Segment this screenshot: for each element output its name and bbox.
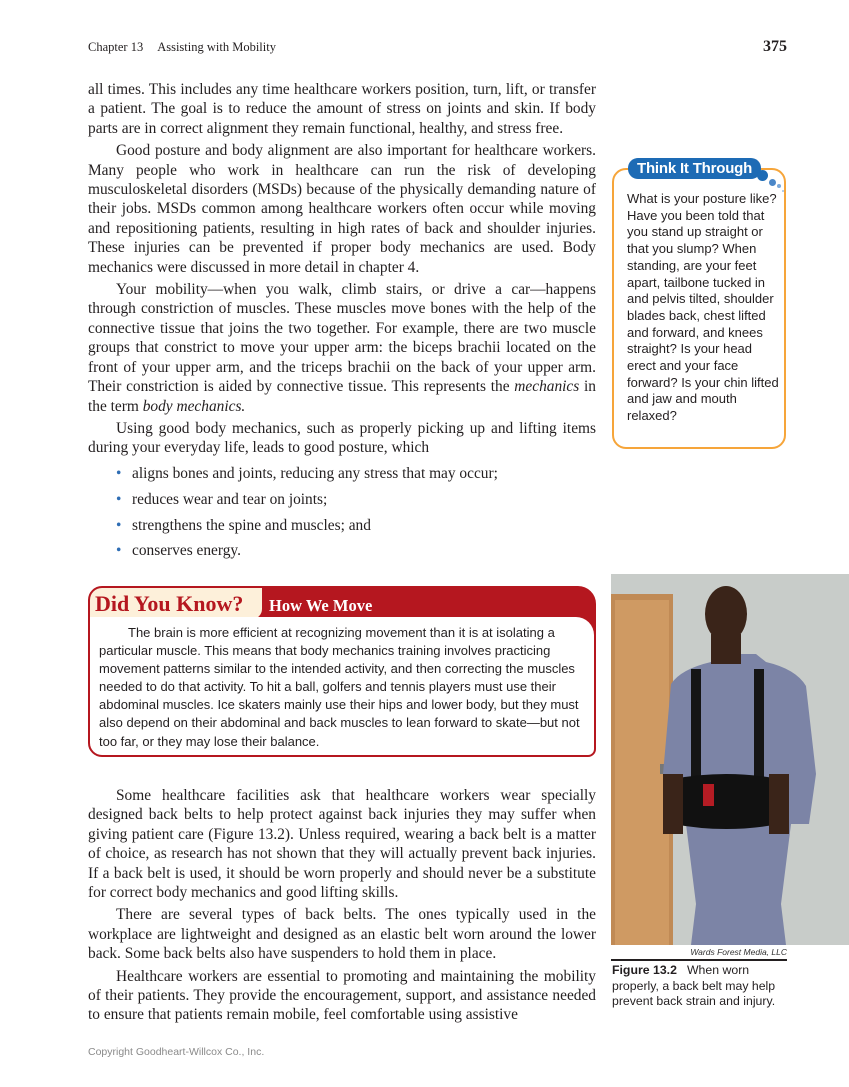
body-text-top [88, 80, 596, 567]
paragraph: Healthcare workers are essential to promoting and maintaining the mobility of their patients. They provide the encouragement, support, and assistance needed to ensure that patients remain mobile, feel comfortable using assistive [88, 967, 596, 1024]
running-header [88, 40, 290, 55]
figure-caption [612, 963, 792, 1010]
paragraph: There are several types of back belts. The ones typically used in the workplace are lightweight and designed as an elastic belt worn around the lower back. Some back belts also have suspenders to hold them in place. [88, 906, 596, 963]
text-run: Your mobility—when you walk, climb stairs, or drive a car—happens through constriction of muscles. These muscles move bones with the help of the connective tissue that joins the two together. For example, there are two muscle groups that constrict to move your upper arm: the biceps brachii located on the front of your upper arm, and the triceps brachii on the back of your upper arm. Their constriction is aided by connective tissue. This represents the [88, 281, 596, 396]
decorative-dot-icon [782, 190, 784, 192]
text-run: in the term [88, 378, 596, 415]
paragraph: Using good body mechanics, such as properly picking up and lifting items during your everyday life, leads to good posture, which [88, 419, 596, 457]
paragraph: Good posture and body alignment are also important for healthcare workers. Many people who work in healthcare can run the risk of developing musculoskeletal disorders (MSDs) because of the physically demanding nature of their jobs. MSDs common among healthcare workers often occur while moving and repositioning patients, resulting in high rates of back and shoulder injuries. These injuries can be prevented if proper body mechanics are used. Body mechanics were discussed in more detail in chapter 4. [88, 142, 596, 276]
did-you-know-subtitle: How We Move [269, 596, 373, 615]
person-wearing-back-belt-image [611, 574, 849, 945]
copyright-footer: Copyright Goodheart-Willcox Co., Inc. [88, 1046, 265, 1058]
decorative-dot-icon [777, 184, 781, 188]
caption-text: When worn properly, a back belt may help prevent back strain and injury. [612, 963, 776, 1008]
think-it-through-text: What is your posture like? Have you been told that you stand up straight or that you slump? When standing, are your feet apart, tailbone tucked in and pelvis tilted, shoulder blades back, chest lifted and forward, and knees straight? Is your head erect and your face forward? Is your chin lifted and jaw and mouth relaxed? [627, 191, 779, 424]
emphasis: mechanics [514, 378, 580, 396]
list-item: • aligns bones and joints, reducing any stress that may occur; [116, 464, 596, 483]
emphasis: body mechanics. [142, 397, 246, 415]
body-text-bottom [88, 786, 596, 1028]
decorative-dot-icon [769, 179, 776, 186]
think-it-through-label: Think It Through [628, 158, 761, 179]
did-you-know-box [88, 586, 596, 757]
did-you-know-label: Did You Know? [95, 591, 244, 616]
bullet-list [88, 464, 596, 561]
list-item: • conserves energy. [116, 541, 596, 560]
chapter-number: Chapter 13 [88, 40, 144, 54]
paragraph [88, 280, 596, 416]
paragraph: all times. This includes any time healthcare workers position, turn, lift, or transfer a patient. The goal is to reduce the amount of stress on joints and skin. If body parts are in correct alignment they remain functional, healthy, and stress free. [88, 81, 596, 137]
figure-photo [611, 574, 849, 945]
did-you-know-text [99, 624, 587, 751]
list-item: • reduces wear and tear on joints; [116, 490, 596, 509]
page-number: 375 [763, 38, 787, 55]
list-item: • strengthens the spine and muscles; and [116, 516, 596, 535]
photo-credit: Wards Forest Media, LLC [690, 947, 787, 957]
divider [611, 959, 787, 961]
paragraph: Some healthcare facilities ask that healthcare workers wear specially designed back belts to help protect against back injuries they may suffer when giving patient care (Figure 13.2). Unless required, wearing a back belt is a matter of choice, as research has not shown that they will actually prevent back injuries. If a back belt is used, it should be worn properly and should never be a substitute for correct body mechanics and good lifting skills. [88, 787, 596, 902]
paragraph: The brain is more efficient at recognizing movement than it is at isolating a particular muscle. This means that body mechanics training involves practicing movement patterns similar to the intended activity, and then correcting the muscles needed to do that activity. To hit a ball, golfers and tennis players must use their abdominal muscles. Ice skaters mainly use their hips and lower body, but they must also depend on their abdominal and back muscles to lean forward to skate—but not too far, or they may lose their balance. [99, 625, 580, 749]
decorative-dot-icon [757, 170, 768, 181]
figure-number: Figure 13.2 [612, 963, 677, 977]
chapter-title: Assisting with Mobility [157, 40, 276, 54]
